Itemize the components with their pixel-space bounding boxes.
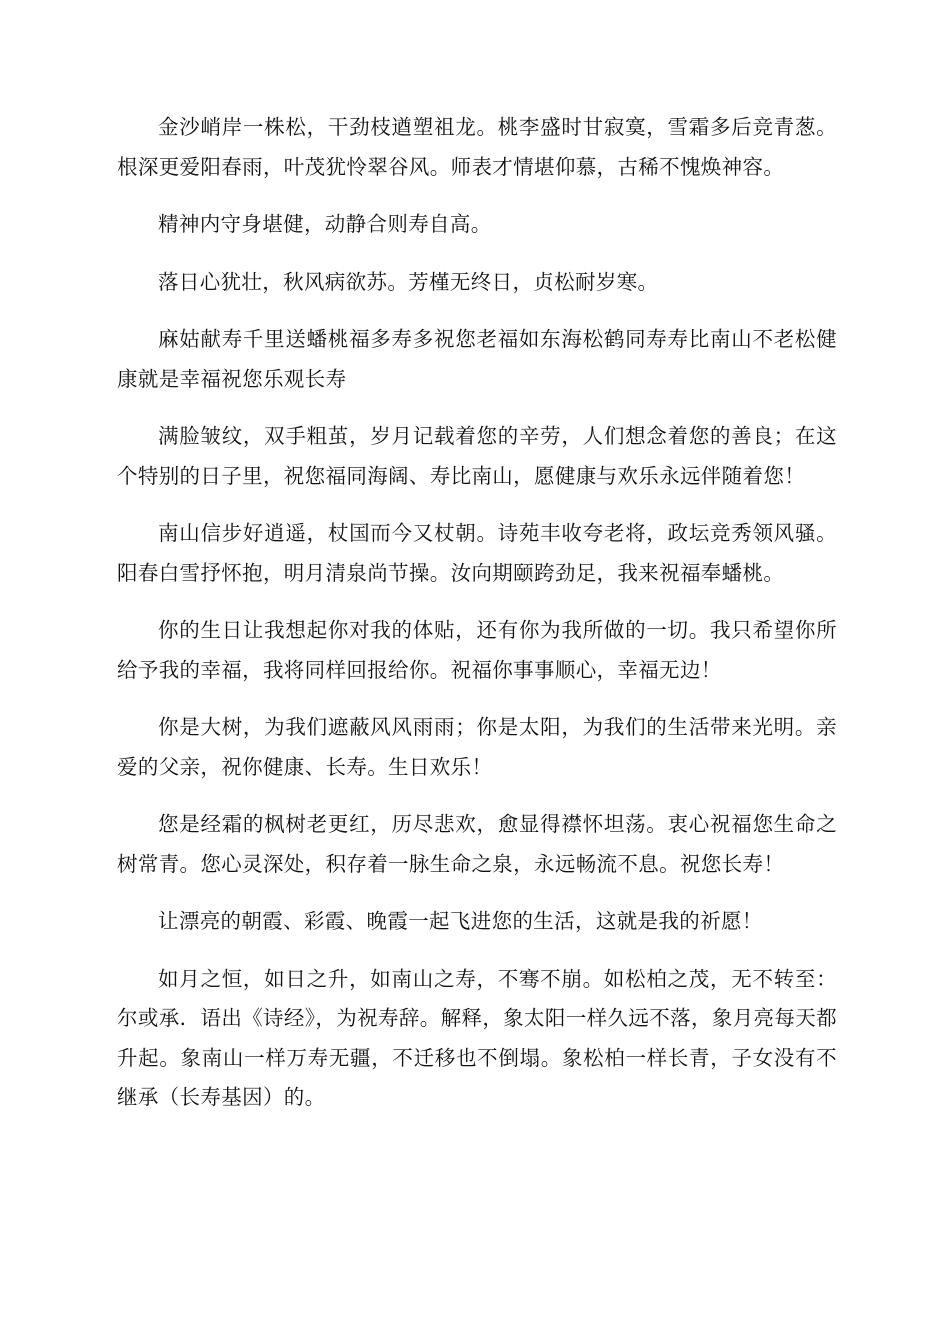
paragraph-10: 让漂亮的朝霞、彩霞、晚霞一起飞进您的生活，这就是我的祈愿！ [158, 909, 763, 933]
paragraph-4: 麻姑献寿千里送蟠桃福多寿多祝您老福如东海松鹤同寿寿比南山不老松健康就是幸福祝您乐观长寿 [117, 327, 837, 391]
paragraph-6: 南山信步好逍遥，杖国而今又杖朝。诗苑丰收夸老将，政坛竞秀领风骚。阳春白雪抒怀抱，明月清泉尚节操。汝向期颐跨劲足，我来祝福奉蟠桃。 [117, 521, 837, 585]
paragraph-11: 如月之恒，如日之升，如南山之寿，不骞不崩。如松柏之茂，无不转至：尔或承．语出《诗经》，为祝寿辞。解释，象太阳一样久远不落，象月亮每天都升起。象南山一样万寿无疆，不迁移也不倒塌。象松柏一样长青，子女没有不继承（长寿基因）的。 [117, 966, 837, 1109]
paragraph-1: 金沙峭岸一株松，干劲枝遒塑祖龙。桃李盛时甘寂寞，雪霜多后竞青葱。根深更爱阳春雨，叶茂犹怜翠谷风。师表才情堪仰慕，古稀不愧焕神容。 [117, 115, 837, 179]
document-body [117, 108, 837, 1136]
paragraph-7: 你的生日让我想起你对我的体贴，还有你为我所做的一切。我只希望你所给予我的幸福，我将同样回报给你。祝福你事事顺心，幸福无边！ [117, 618, 837, 682]
paragraph-9: 您是经霜的枫树老更红，历尽悲欢，愈显得襟怀坦荡。衷心祝福您生命之树常青。您心灵深处，积存着一脉生命之泉，永远畅流不息。祝您长寿！ [117, 812, 837, 876]
paragraph-5: 满脸皱纹，双手粗茧，岁月记载着您的辛劳，人们想念着您的善良；在这个特别的日子里，祝您福同海阔、寿比南山，愿健康与欢乐永远伴随着您！ [117, 424, 837, 488]
paragraph-8: 你是大树，为我们遮蔽风风雨雨；你是太阳，为我们的生活带来光明。亲爱的父亲，祝你健康、长寿。生日欢乐！ [117, 715, 837, 779]
paragraph-3: 落日心犹壮，秋风病欲苏。芳槿无终日，贞松耐岁寒。 [158, 269, 659, 294]
paragraph-2: 精神内守身堪健，动静合则寿自高。 [158, 212, 492, 236]
